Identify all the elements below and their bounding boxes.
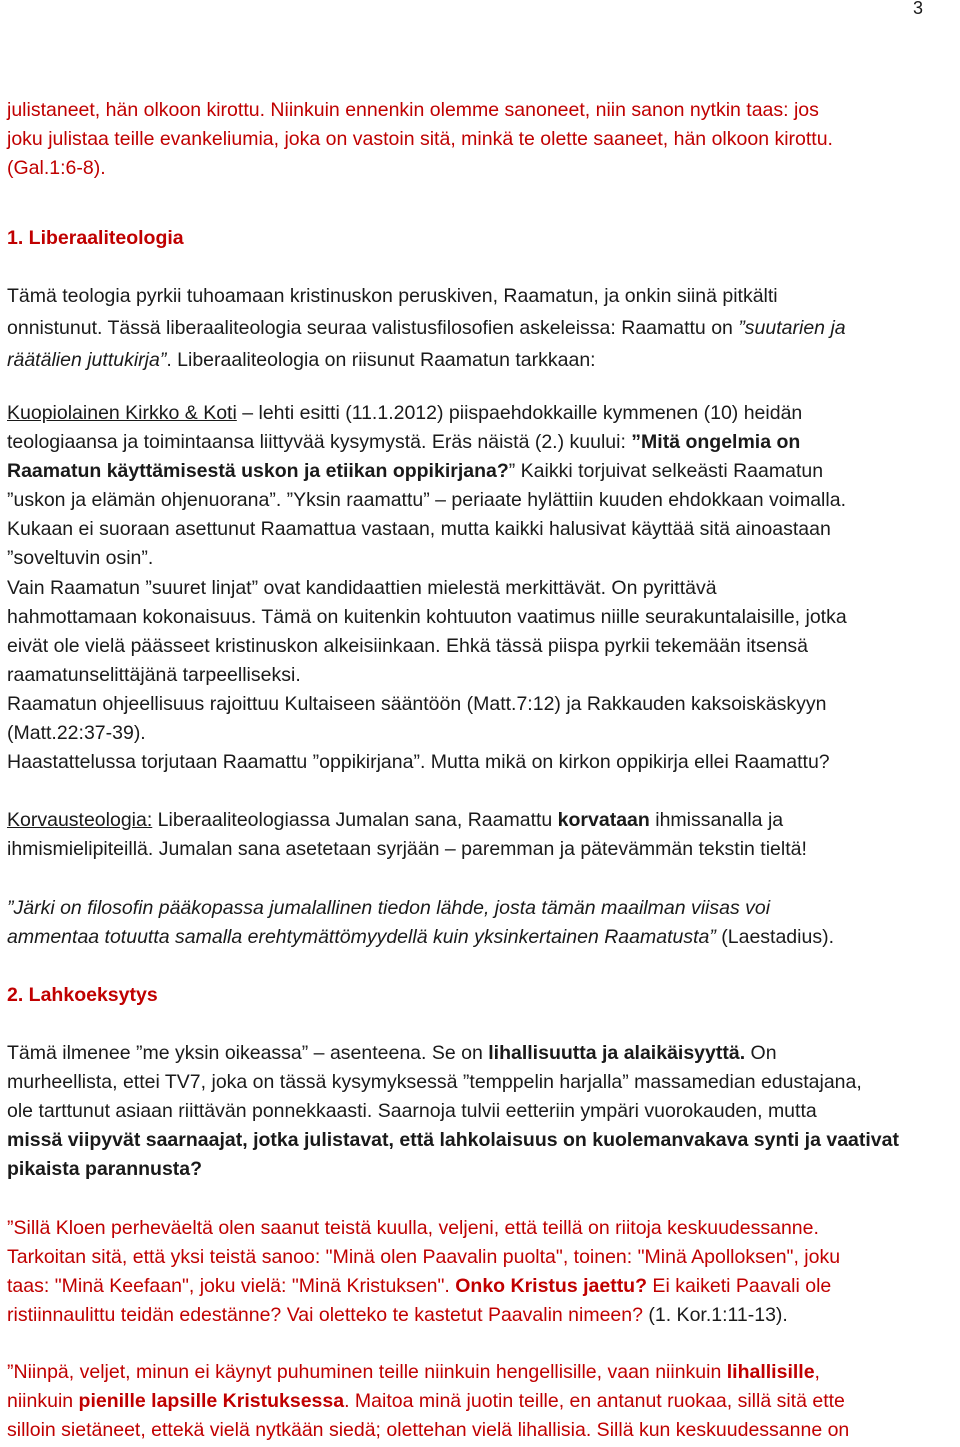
paragraph-line: missä viipyvät saarnaajat, jotka julistavat, että lahkolaisuus on kuolemanvakava synti ja vaativat bbox=[7, 1129, 899, 1151]
cor-quote-line: taas: "Minä Keefaan", joku vielä: "Minä Kristuksen". Onko Kristus jaettu? Ei kaiketi Paavali ole bbox=[7, 1275, 832, 1297]
cor-quote-line: ”Niinpä, veljet, minun ei käynyt puhuminen teille niinkuin hengellisille, vaan niinkuin lihallisille, bbox=[7, 1361, 820, 1383]
quote-line: ammentaa totuutta samalla erehtymättömyydellä kuin yksinkertainen Raamatusta” (Laestadius). bbox=[7, 926, 834, 948]
section-heading-1 bbox=[7, 224, 184, 253]
paragraph-line: onnistunut. Tässä liberaaliteologia seuraa valistusfilosofien askeleissa: Raamattu on ”suutarien ja bbox=[7, 317, 846, 339]
paragraph-line: Vain Raamatun ”suuret linjat” ovat kandidaattien mielestä merkittävät. On pyrittävä bbox=[7, 577, 717, 599]
section-heading-text: 1. Liberaaliteologia bbox=[7, 227, 184, 249]
verse-reference: (1. Kor.1:11-13). bbox=[642, 1304, 788, 1326]
bold-phrase: lihallisuutta ja alaikäisyyttä. bbox=[488, 1042, 746, 1064]
paragraph-line: Tämä teologia pyrkii tuhoamaan kristinuskon peruskiven, Raamatun, ja onkin siinä pitkälti bbox=[7, 285, 778, 307]
paragraph-line: ”soveltuvin osin”. bbox=[7, 547, 154, 569]
paragraph-line: teologiaansa ja toimintaansa liittyvää kysymystä. Eräs näistä (2.) kuului: ”Mitä ongelmia on bbox=[7, 431, 801, 453]
bold-phrase: pienille lapsille Kristuksessa bbox=[78, 1390, 345, 1412]
paragraph-line: Korvausteologia: Liberaaliteologiassa Jumalan sana, Raamattu korvataan ihmissanalla ja bbox=[7, 809, 784, 831]
cor-quote-line: ristiinnaulittu teidän edestänne? Vai oletteko te kastetut Paavalin nimeen? (1. Kor.1:11-13). bbox=[7, 1304, 788, 1326]
italic-quote: ”suutarien ja bbox=[738, 317, 846, 339]
cor-quote-line: Tarkoitan sitä, että yksi teistä sanoo: "Minä olen Paavalin puolta", toinen: "Minä Apolloksen", joku bbox=[7, 1246, 841, 1268]
italic-quote: räätälien juttukirja” bbox=[7, 349, 167, 371]
bold-question: Raamatun käyttämisestä uskon ja etiikan oppikirjana? bbox=[7, 460, 509, 482]
paragraph-line: ihmismielipiteillä. Jumalan sana asetetaan syrjään – paremman ja pätevämmän tekstin tieltä! bbox=[7, 838, 807, 860]
bold-word: korvataan bbox=[557, 809, 650, 831]
source-name: Kuopiolainen Kirkko & Koti bbox=[7, 402, 237, 424]
paragraph-line: ole tarttunut asiaan riittävän ponnekkaasti. Saarnoja tulvii eetteriin ympäri vuorokauden, mutta bbox=[7, 1100, 817, 1122]
gal-quote-line: joku julistaa teille evankeliumia, joka on vastoin sitä, minkä te olette saaneet, hän olkoon kirottu. bbox=[7, 128, 833, 150]
quote-line: ”Järki on filosofin pääkopassa jumalallinen tiedon lähde, josta tämän maailman viisas voi bbox=[7, 897, 771, 919]
paragraph-line: Kuopiolainen Kirkko & Koti – lehti esitti (11.1.2012) piispaehdokkaille kymmenen (10) heidän bbox=[7, 402, 803, 424]
paragraph-line: raamatunselittäjänä tarpeelliseksi. bbox=[7, 664, 301, 686]
paragraph-line: ”uskon ja elämän ohjenuorana”. ”Yksin raamattu” – periaate hylättiin kuuden ehdokkaan voimalla. bbox=[7, 489, 846, 511]
cor-quote-line: niinkuin pienille lapsille Kristuksessa. Maitoa minä juotin teille, en antanut ruokaa, sillä sitä ette bbox=[7, 1390, 845, 1412]
cor-quote-line: silloin sietäneet, ettekä vielä nytkään siedä; olettehan vielä lihallisia. Sillä kun keskuudessanne on bbox=[7, 1419, 850, 1441]
cor-quote-line: ”Sillä Kloen perheväeltä olen saanut teistä kuulla, veljeni, että teillä on riitoja keskuudessanne. bbox=[7, 1217, 819, 1239]
paragraph-line: eivät ole vielä päässeet kristinuskon alkeisiinkaan. Ehkä tässä piispa pyrkii tekemään itsensä bbox=[7, 635, 809, 657]
bold-question: ”Mitä ongelmia on bbox=[631, 431, 801, 453]
term-label: Korvausteologia: bbox=[7, 809, 153, 831]
page-number: 3 bbox=[912, 0, 923, 18]
paragraph-line: räätälien juttukirja”. Liberaaliteologia on riisunut Raamatun tarkkaan: bbox=[7, 349, 596, 371]
paragraph-line: Raamatun käyttämisestä uskon ja etiikan oppikirjana?” Kaikki torjuivat selkeästi Raamatun bbox=[7, 460, 824, 482]
section-heading-text: 2. Lahkoeksytys bbox=[7, 984, 158, 1006]
paragraph-line: Tämä ilmenee ”me yksin oikeassa” – asenteena. Se on lihallisuutta ja alaikäisyyttä. On bbox=[7, 1042, 777, 1064]
gal-quote-line: (Gal.1:6-8). bbox=[7, 157, 106, 179]
paragraph-line: (Matt.22:37-39). bbox=[7, 722, 146, 744]
paragraph-line: Haastattelussa torjutaan Raamattu ”oppikirjana”. Mutta mikä on kirkon oppikirja ellei Raamattu? bbox=[7, 751, 830, 773]
paragraph-line: hahmottamaan kokonaisuus. Tämä on kuitenkin kohtuuton vaatimus niille seurakuntalaisille, jotka bbox=[7, 606, 847, 628]
bold-question: Onko Kristus jaettu? bbox=[455, 1275, 648, 1297]
paragraph-line: Kukaan ei suoraan asettunut Raamattua vastaan, mutta kaikki halusivat käyttää sitä ainoastaan bbox=[7, 518, 831, 540]
paragraph-line: murheellista, ettei TV7, joka on tässä kysymyksessä ”temppelin harjalla” massamedian edustajana, bbox=[7, 1071, 862, 1093]
paragraph-line: Raamatun ohjeellisuus rajoittuu Kultaiseen sääntöön (Matt.7:12) ja Rakkauden kaksoiskäskyyn bbox=[7, 693, 827, 715]
section-heading-2 bbox=[7, 981, 158, 1010]
gal-quote-line: julistaneet, hän olkoon kirottu. Niinkuin ennenkin olemme sanoneet, niin sanon nytkin taas: jos bbox=[7, 99, 819, 121]
paragraph-line: pikaista parannusta? bbox=[7, 1158, 203, 1180]
bold-word: lihallisille bbox=[726, 1361, 815, 1383]
